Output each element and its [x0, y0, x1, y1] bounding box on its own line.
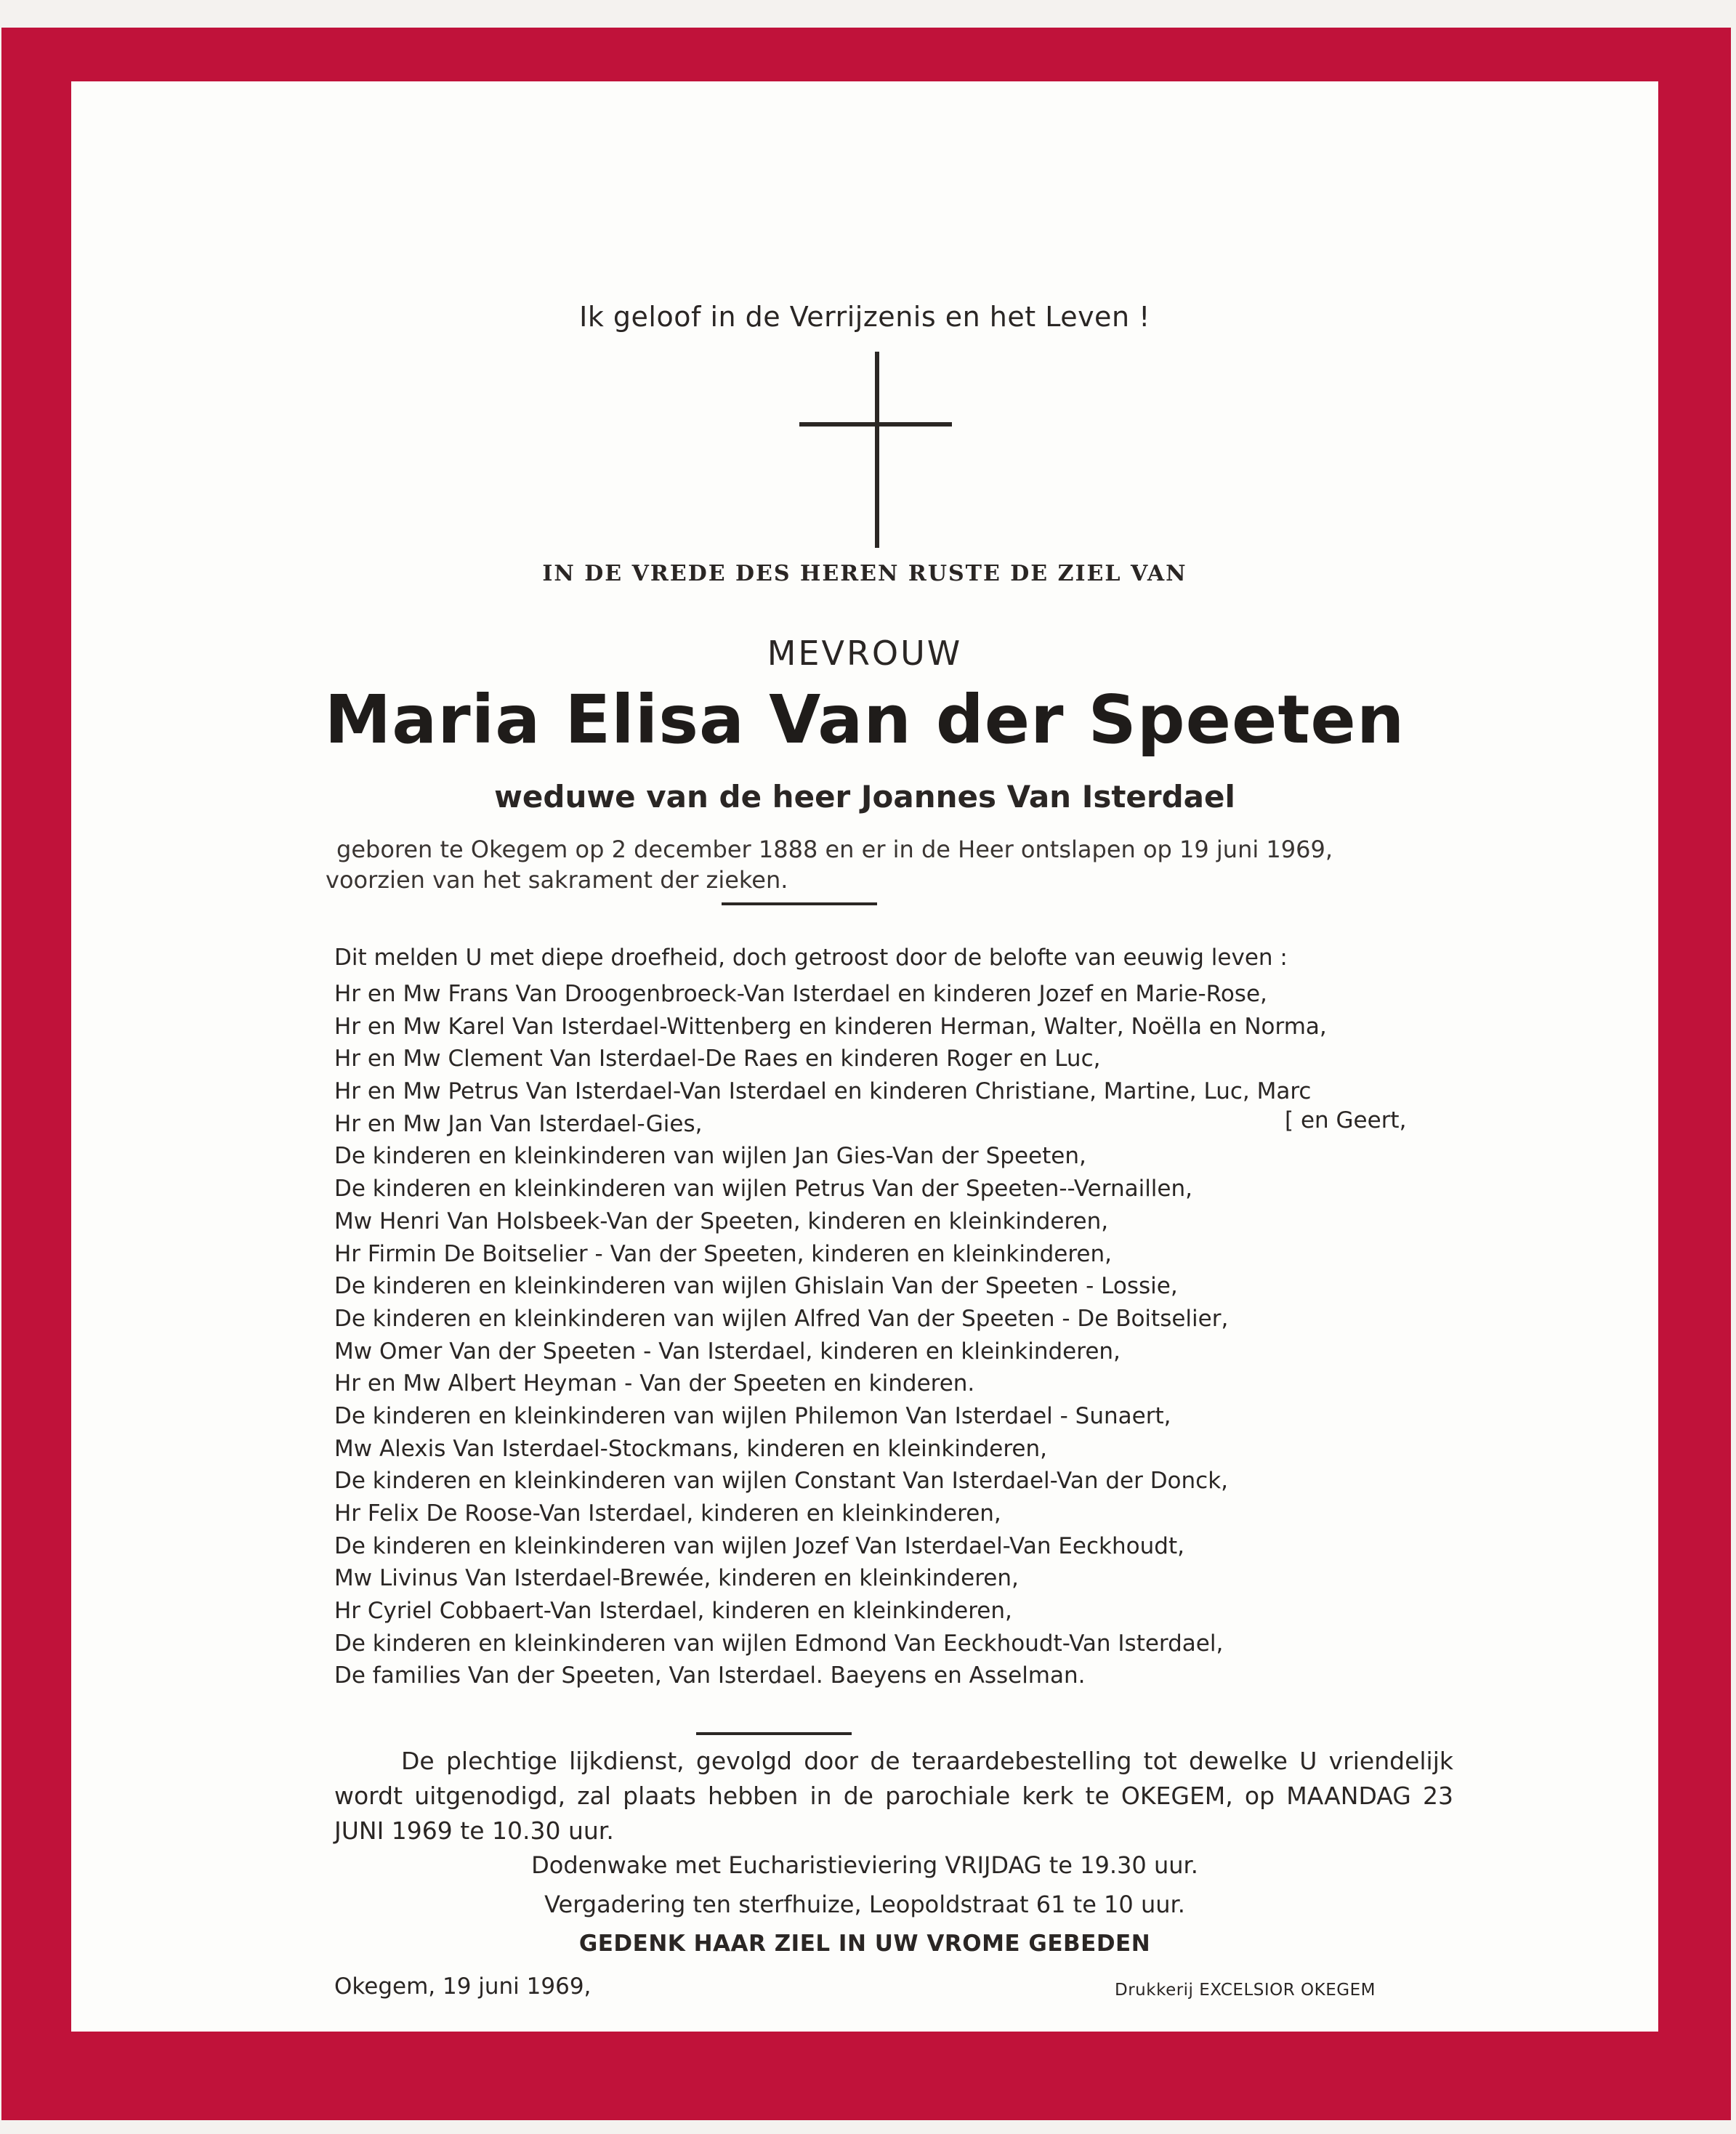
list-item: Hr en Mw Petrus Van Isterdael-Van Isterdael en kinderen Christiane, Martine, Luc, Marc [334, 1078, 1312, 1105]
relatives-list [334, 978, 1327, 1692]
list-item: De kinderen en kleinkinderen van wijlen Jozef Van Isterdael-Van Eeckhoudt, [334, 1532, 1184, 1559]
list-item: Hr Cyriel Cobbaert-Van Isterdael, kinderen en kleinkinderen, [334, 1598, 1012, 1625]
birth-death-line: geboren te Okegem op 2 december 1888 en er in de Heer ontslapen op 19 juni 1969, [336, 836, 1333, 863]
list-item: De kinderen en kleinkinderen van wijlen Ghislain Van der Speeten - Lossie, [334, 1273, 1178, 1300]
wake-line: Dodenwake met Eucharistieviering VRIJDAG te 19.30 uur. [531, 1851, 1198, 1879]
printer-credit: Drukkerij EXCELSIOR OKEGEM [1115, 1981, 1376, 2000]
list-item: Hr Firmin De Boitselier - Van der Speeten, kinderen en kleinkinderen, [334, 1240, 1112, 1267]
list-item: Hr Felix De Roose-Van Isterdael, kinderen en kleinkinderen, [334, 1500, 1001, 1527]
divider [722, 902, 877, 905]
motto: Ik geloof in de Verrijzenis en het Leven ! [579, 301, 1150, 333]
deceased-name: Maria Elisa Van der Speeten [324, 681, 1405, 759]
funeral-service-text: De plechtige lijkdienst, gevolgd door de teraardebestelling tot dewelke U vriendelijk wordt uitgenodigd, zal plaats hebben in de parochiale kerk te OKEGEM, op MAANDAG 23 JUNI 1969 te 10.30 uur. [334, 1747, 1453, 1845]
list-item: De kinderen en kleinkinderen van wijlen Constant Van Isterdael-Van der Donck, [334, 1468, 1229, 1495]
list-item: Hr en Mw Clement Van Isterdael-De Raes en kinderen Roger en Luc, [334, 1046, 1101, 1072]
rip-heading: IN DE VREDE DES HEREN RUSTE DE ZIEL VAN [542, 561, 1187, 586]
meeting-line: Vergadering ten sterfhuize, Leopoldstraat 61 te 10 uur. [544, 1891, 1185, 1918]
list-item: De families Van der Speeten, Van Isterdael. Baeyens en Asselman. [334, 1662, 1086, 1689]
list-item: Mw Omer Van der Speeten - Van Isterdael, kinderen en kleinkinderen, [334, 1338, 1121, 1365]
list-item: De kinderen en kleinkinderen van wijlen Edmond Van Eeckhoudt-Van Isterdael, [334, 1630, 1224, 1657]
list-item: Mw Henri Van Holsbeek-Van der Speeten, kinderen en kleinkinderen, [334, 1208, 1109, 1234]
divider [696, 1732, 852, 1735]
prayer-line: GEDENK HAAR ZIEL IN UW VROME GEBEDEN [578, 1931, 1151, 1957]
list-item: De kinderen en kleinkinderen van wijlen Alfred Van der Speeten - De Boitselier, [334, 1305, 1229, 1332]
list-item: Hr en Mw Albert Heyman - Van der Speeten en kinderen. [334, 1370, 975, 1397]
list-item: De kinderen en kleinkinderen van wijlen Jan Gies-Van der Speeten, [334, 1143, 1086, 1170]
widow-line: weduwe van de heer Joannes Van Isterdael [494, 779, 1235, 815]
announcement-intro: Dit melden U met diepe droefheid, doch getroost door de belofte van eeuwig leven : [334, 945, 1288, 971]
list-item: De kinderen en kleinkinderen van wijlen Philemon Van Isterdael - Sunaert, [334, 1402, 1171, 1429]
list-item: Mw Alexis Van Isterdael-Stockmans, kinderen en kleinkinderen, [334, 1435, 1047, 1462]
sacrament-line: voorzien van het sakrament der zieken. [326, 866, 788, 894]
card-sheet [71, 81, 1658, 2032]
card-border [1, 28, 1731, 2120]
relatives-continuation: [ en Geert, [1285, 1107, 1407, 1133]
list-item: De kinderen en kleinkinderen van wijlen Petrus Van der Speeten--Vernaillen, [334, 1176, 1192, 1203]
honorific: MEVROUW [767, 634, 963, 673]
list-item: Hr en Mw Jan Van Isterdael-Gies, [334, 1110, 703, 1137]
place-date: Okegem, 19 juni 1969, [334, 1973, 592, 2000]
list-item: Mw Livinus Van Isterdael-Brewée, kinderen en kleinkinderen, [334, 1565, 1019, 1592]
list-item: Hr en Mw Karel Van Isterdael-Wittenberg en kinderen Herman, Walter, Noëlla en Norma, [334, 1013, 1327, 1040]
list-item: Hr en Mw Frans Van Droogenbroeck-Van Isterdael en kinderen Jozef en Marie-Rose, [334, 981, 1267, 1007]
